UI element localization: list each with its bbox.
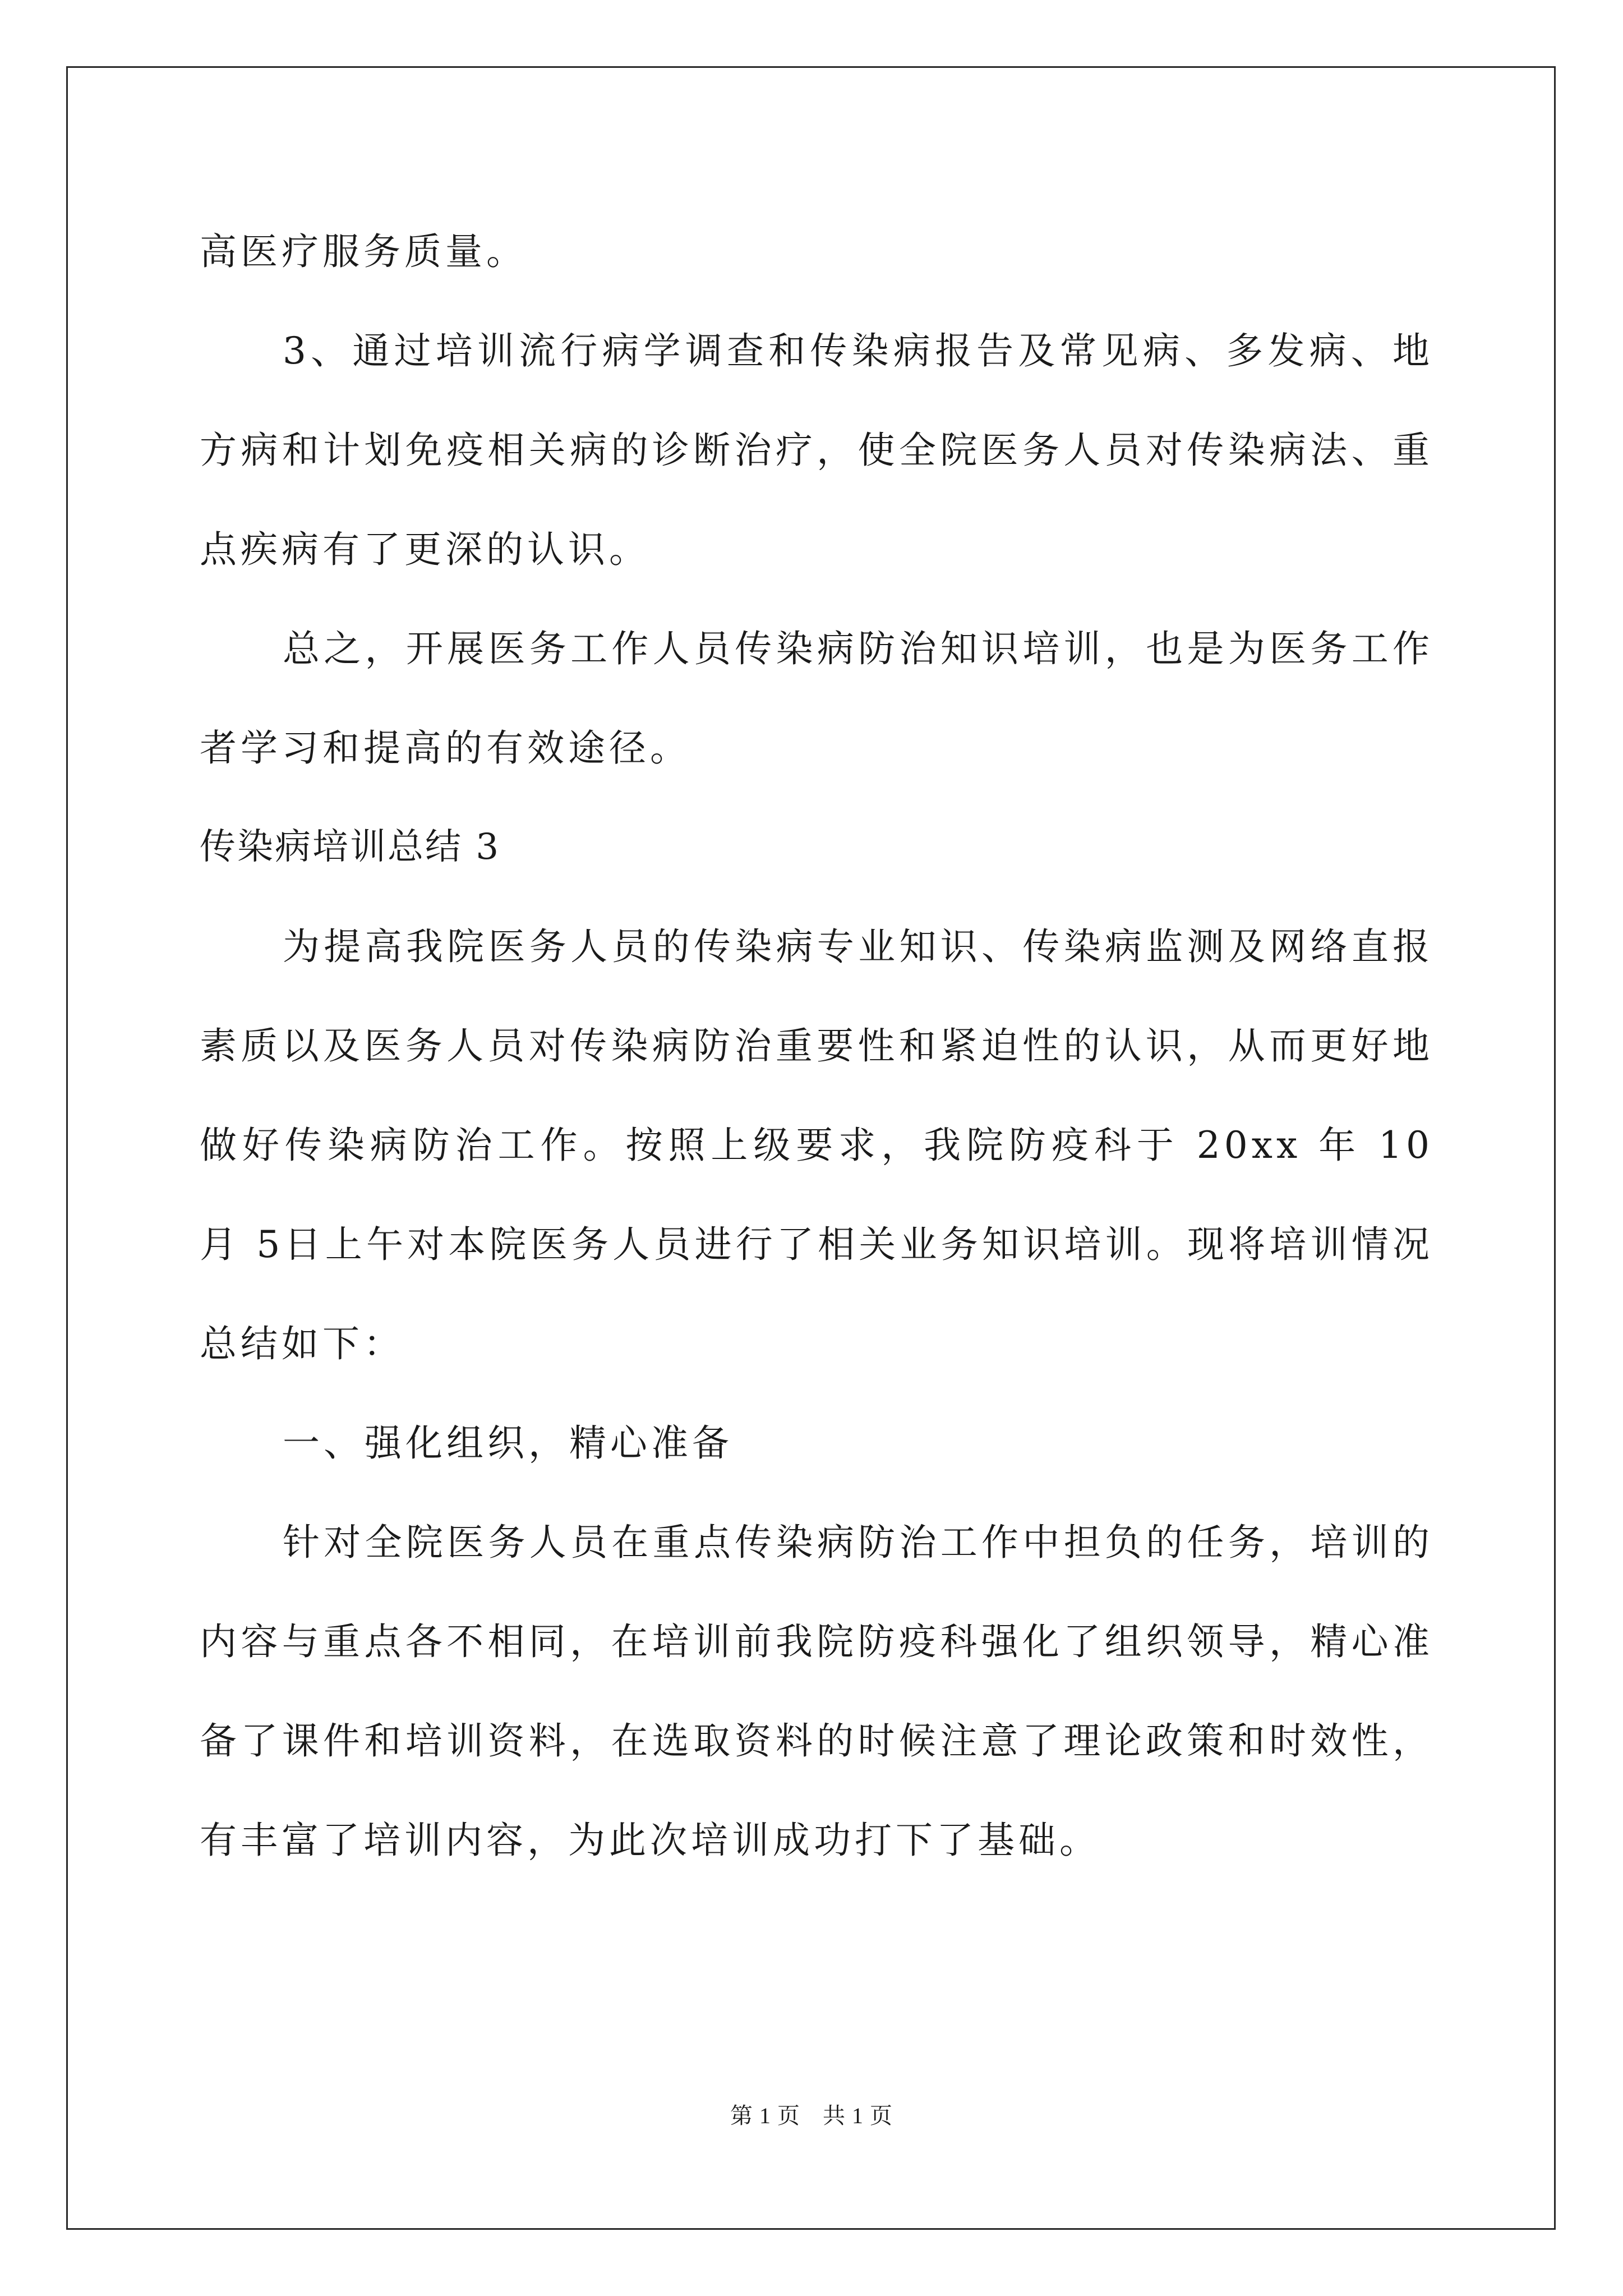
page-footer	[0, 2098, 1623, 2130]
paragraph-intro: 为提高我院医务人员的传染病专业知识、传染病监测及网络直报素质以及医务人员对传染病防治重要性和紧迫性的认识，从而更好地做好传染病防治工作。按照上级要求，我院防疫科于 20xx 年 10 月 5日上午对本院医务人员进行了相关业务知识培训。现将培训情况总结如下：	[200, 925, 1433, 1365]
section-title: 传染病培训总结 3	[200, 826, 501, 868]
paragraph-summary: 总之，开展医务工作人员传染病防治知识培训，也是为医务工作者学习和提高的有效途径。	[200, 627, 1433, 770]
paragraph-continuation: 高医疗服务质量。	[200, 230, 527, 273]
paragraph-preparation: 针对全院医务人员在重点传染病防治工作中担负的任务，培训的内容与重点各不相同，在培训前我院防疫科强化了组织领导，精心准备了课件和培训资料，在选取资料的时候注意了理论政策和时效性，有丰富了培训内容，为此次培训成功打下了基础。	[200, 1521, 1433, 1862]
document-body	[200, 202, 1433, 1890]
subheading-strengthen-organization: 一、强化组织，精心准备	[283, 1421, 733, 1465]
page-number: 第 1 页	[730, 2103, 800, 2128]
page-total: 共 1 页	[823, 2103, 893, 2128]
paragraph-item-3: 3、通过培训流行病学调查和传染病报告及常见病、多发病、地方病和计划免疫相关病的诊断治疗，使全院医务人员对传染病法、重点疾病有了更深的认识。	[200, 329, 1433, 571]
